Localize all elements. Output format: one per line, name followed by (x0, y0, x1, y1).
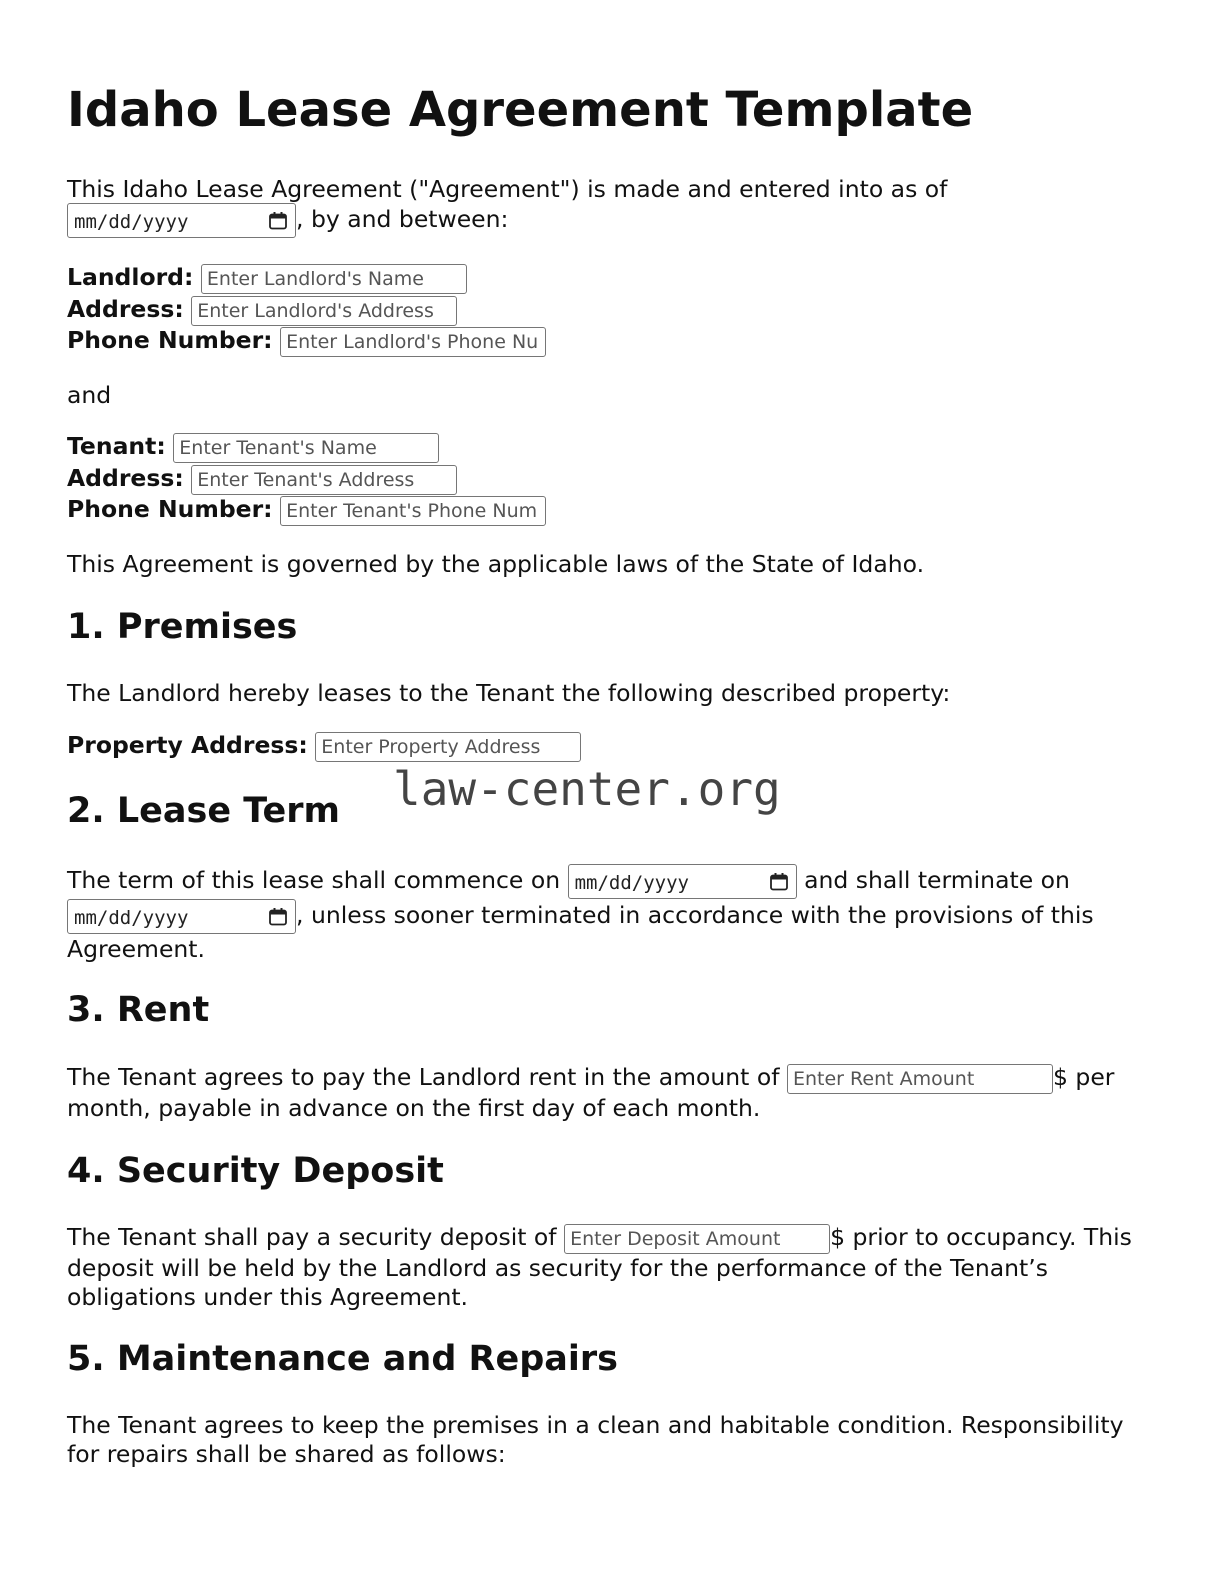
landlord-name-row (67, 262, 467, 294)
agreement-date-placeholder: mm/dd/yyyy (74, 211, 189, 233)
rent-text-2: $ per (1053, 1063, 1115, 1091)
lease-end-date-placeholder: mm/dd/yyyy (74, 907, 189, 929)
agreement-date-input[interactable] (67, 203, 296, 238)
calendar-icon[interactable] (769, 872, 789, 892)
page-title: Idaho Lease Agreement Template (67, 82, 974, 138)
tenant-address-row (67, 463, 457, 495)
landlord-phone-input[interactable]: Enter Landlord's Phone Nu (280, 327, 546, 357)
lease-term-line-1 (67, 864, 1070, 899)
tenant-address-input[interactable]: Enter Tenant's Address (191, 465, 457, 495)
tenant-address-label: Address: (67, 464, 184, 492)
landlord-address-row (67, 294, 457, 326)
watermark: law-center.org (393, 762, 781, 816)
deposit-line-1 (67, 1222, 1132, 1254)
landlord-address-input[interactable]: Enter Landlord's Address (191, 296, 457, 326)
premises-heading: 1. Premises (67, 607, 298, 647)
tenant-phone-row (67, 494, 546, 526)
governing-law-text: This Agreement is governed by the applicable laws of the State of Idaho. (67, 550, 925, 578)
security-deposit-heading: 4. Security Deposit (67, 1151, 444, 1191)
intro-line (67, 174, 947, 204)
lease-start-date-input[interactable] (568, 864, 797, 899)
deposit-amount-input[interactable]: Enter Deposit Amount (564, 1224, 830, 1254)
premises-text: The Landlord hereby leases to the Tenant the following described property: (67, 679, 951, 707)
tenant-phone-input[interactable]: Enter Tenant's Phone Num (280, 496, 546, 526)
lease-term-text-2: and shall terminate on (804, 866, 1070, 894)
tenant-name-input[interactable]: Enter Tenant's Name (173, 433, 439, 463)
deposit-text-3: deposit will be held by the Landlord as security for the performance of the Tenant’s (67, 1254, 1048, 1282)
intro-text-after: , by and between: (296, 205, 509, 233)
landlord-address-label: Address: (67, 295, 184, 323)
lease-term-line-2 (67, 899, 1094, 934)
landlord-name-label: Landlord: (67, 263, 194, 291)
landlord-phone-row (67, 325, 546, 357)
landlord-phone-label: Phone Number: (67, 326, 273, 354)
and-text: and (67, 381, 112, 409)
deposit-text-1: The Tenant shall pay a security deposit of (67, 1223, 557, 1251)
rent-text-1: The Tenant agrees to pay the Landlord rent in the amount of (67, 1063, 780, 1091)
property-address-label: Property Address: (67, 731, 308, 759)
property-address-input[interactable]: Enter Property Address (315, 732, 581, 762)
landlord-name-input[interactable]: Enter Landlord's Name (201, 264, 467, 294)
lease-term-text-1: The term of this lease shall commence on (67, 866, 561, 894)
calendar-icon[interactable] (268, 907, 288, 927)
lease-term-heading: 2. Lease Term (67, 791, 340, 831)
rent-heading: 3. Rent (67, 990, 210, 1030)
rent-line-1 (67, 1062, 1114, 1094)
rent-amount-input[interactable]: Enter Rent Amount (787, 1064, 1053, 1094)
lease-start-date-placeholder: mm/dd/yyyy (574, 872, 689, 894)
tenant-name-row (67, 431, 439, 463)
lease-term-text-3: , unless sooner terminated in accordance with the provisions of this (296, 901, 1094, 929)
calendar-icon[interactable] (268, 211, 288, 231)
maintenance-heading: 5. Maintenance and Repairs (67, 1339, 619, 1379)
tenant-name-label: Tenant: (67, 432, 166, 460)
lease-end-date-input[interactable] (67, 899, 296, 934)
maintenance-text-2: for repairs shall be shared as follows: (67, 1440, 506, 1468)
lease-term-text-4: Agreement. (67, 935, 205, 963)
deposit-text-2: $ prior to occupancy. This (830, 1223, 1132, 1251)
tenant-phone-label: Phone Number: (67, 495, 273, 523)
maintenance-text-1: The Tenant agrees to keep the premises in a clean and habitable condition. Responsibility (67, 1411, 1124, 1439)
rent-text-3: month, payable in advance on the first day of each month. (67, 1094, 761, 1122)
intro-date-line (67, 203, 508, 238)
intro-text: This Idaho Lease Agreement ("Agreement") is made and entered into as of (67, 175, 948, 203)
property-address-row (67, 730, 581, 762)
deposit-text-4: obligations under this Agreement. (67, 1283, 469, 1311)
